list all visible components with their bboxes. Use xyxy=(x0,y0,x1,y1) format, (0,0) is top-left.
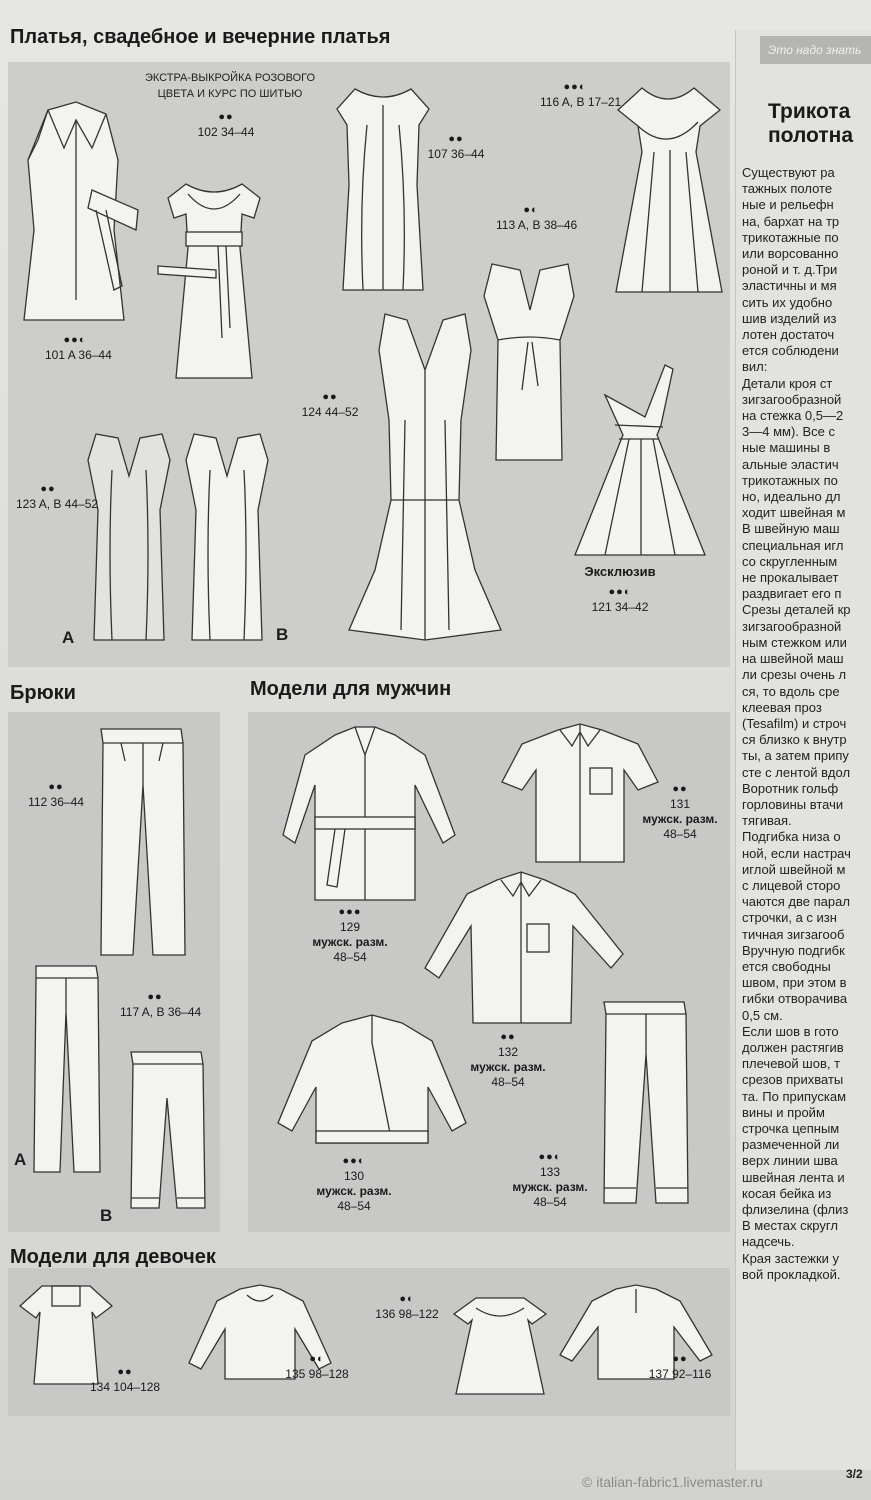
sidebar-text-line: раздвигает его п xyxy=(742,586,842,602)
dress-116-sketch xyxy=(612,82,727,297)
variant-b-117: B xyxy=(100,1206,113,1225)
sidebar-text-line: плечевой шов, т xyxy=(742,1056,841,1072)
sidebar-text-line: роной и т. д.Три xyxy=(742,262,838,278)
sidebar-text-line: тягивая. xyxy=(742,813,792,829)
model-112-label: ●● 112 36–44 xyxy=(28,781,84,809)
sidebar-text-line: трикотажные по xyxy=(742,229,839,245)
model-116-label: ●●◐ 116 A, B 17–21 xyxy=(540,81,622,109)
sidebar-text-line: должен растягив xyxy=(742,1039,844,1055)
sidebar-text-line: эластичны и мя xyxy=(742,278,837,294)
dresses-heading: Платья, свадебное и вечерние платья xyxy=(10,26,391,48)
model-124-label: ●● 124 44–52 xyxy=(301,391,359,419)
sidebar-article-text xyxy=(742,165,871,1435)
model-136-label: ●◐ 136 98–122 xyxy=(375,1293,439,1321)
sidebar-text-line: но, идеально дл xyxy=(742,489,841,505)
dress-107-sketch xyxy=(333,85,433,295)
sidebar-text-line: строчка цепным xyxy=(742,1120,840,1136)
sidebar-text-line: Вручную подгибк xyxy=(742,942,845,958)
sidebar-text-line: ходит швейная м xyxy=(742,505,846,521)
sidebar-text-line: швейная лента и xyxy=(742,1169,845,1185)
model-135-label: ●◐ 135 98–128 xyxy=(285,1353,349,1381)
sidebar-text-line: 0,5 см. xyxy=(742,1007,783,1023)
jacket-130-sketch xyxy=(272,1013,472,1148)
sidebar-text-line: В местах скругл xyxy=(742,1218,838,1234)
sidebar-text-line: швом, при этом в xyxy=(742,975,847,991)
trousers-117a-sketch xyxy=(30,962,105,1177)
sidebar-text-line: надсечь. xyxy=(742,1234,795,1250)
sidebar-text-line: не прокалывает xyxy=(742,570,839,586)
sidebar-text-line: на стежка 0,5—2 xyxy=(742,408,844,424)
dress-102-sketch xyxy=(156,178,271,383)
sidebar-text-line: на швейной маш xyxy=(742,651,844,667)
sidebar-text-line: ется соблюдени xyxy=(742,343,839,359)
sidebar-text-line: со скругленным xyxy=(742,553,838,569)
model-102-label: ●● 102 34–44 xyxy=(197,111,255,139)
sidebar-text-line: вой прокладкой. xyxy=(742,1266,841,1282)
model-132-label: ●● 132 мужск. разм. 48–54 xyxy=(470,1031,546,1089)
dress-121-sketch xyxy=(565,355,715,565)
sidebar-text-line: флизелина (флиз xyxy=(742,1202,849,1217)
sidebar-text-line: чаются две парал xyxy=(742,894,850,910)
trousers-133-sketch xyxy=(598,998,693,1208)
sidebar-text-line: Существуют ра xyxy=(742,165,835,180)
sidebar-text-line: зигзагообразной xyxy=(742,391,842,407)
dress-123b-sketch xyxy=(180,430,275,645)
sidebar-text-line: иглой швейной м xyxy=(742,861,846,877)
sidebar-text-line: срезов прихваты xyxy=(742,1072,844,1088)
sidebar-text-line: Срезы деталей кр xyxy=(742,602,851,618)
sidebar-text-line: Подгибка низа о xyxy=(742,829,841,845)
sidebar-text-line: трикотажных по xyxy=(742,472,838,488)
sidebar-text-line: В швейную маш xyxy=(742,521,840,537)
sidebar-text-line: ется свободны xyxy=(742,958,831,974)
trousers-117b-sketch xyxy=(125,1048,210,1223)
sidebar-text-line: ные и рельефн xyxy=(742,197,834,213)
model-137-label: ●● 137 92–116 xyxy=(648,1353,712,1381)
variant-b-123: B xyxy=(276,625,289,644)
model-131-label: ●● 131 мужск. разм. 48–54 xyxy=(642,783,718,841)
sidebar-text-line: Если шов в гото xyxy=(742,1023,839,1039)
sidebar-text-line: тичная зигзагооб xyxy=(742,926,845,942)
sidebar-text-line: вины и пройм xyxy=(742,1104,825,1120)
model-133-label: ●●◐ 133 мужск. разм. 48–54 xyxy=(512,1151,588,1209)
sidebar-text-line: 3—4 мм). Все с xyxy=(742,424,836,440)
sidebar-text-line: ся, то вдоль сре xyxy=(742,683,840,699)
sidebar-text-line: сить их удобно xyxy=(742,294,833,310)
sidebar-text-line: вил: xyxy=(742,359,768,375)
sidebar-text-line: строчки, а с изн xyxy=(742,910,837,926)
extra-pattern-note: ЭКСТРА-ВЫКРОЙКА РОЗОВОГО ЦВЕТА И КУРС ПО ШИТЬЮ xyxy=(144,72,316,100)
model-130-label: ●●◐ 130 мужск. разм. 48–54 xyxy=(316,1155,392,1213)
watermark: © italian-fabric1.livemaster.ru xyxy=(582,1474,763,1490)
sidebar-tab: Это надо знать xyxy=(760,36,871,64)
variant-a-117: A xyxy=(14,1150,27,1169)
variant-a-123: A xyxy=(62,628,75,647)
page-number: 3/2 xyxy=(846,1467,863,1481)
sidebar-text-line: или ворсованно xyxy=(742,246,839,262)
sidebar-text-line: косая бейка из xyxy=(742,1185,832,1201)
model-101-label: ●●◐ 101 A 36–44 xyxy=(45,334,112,362)
sidebar-text-line: ся близко к внутр xyxy=(742,732,847,748)
girls-heading: Модели для девочек xyxy=(10,1246,216,1268)
sidebar-text-line: ным стежком или xyxy=(742,634,847,650)
model-134-label: ●● 134 104–128 xyxy=(90,1366,161,1394)
sidebar-text-line: верх линии шва xyxy=(742,1153,838,1169)
trousers-heading: Брюки xyxy=(10,682,76,704)
model-129-label: ●●● 129 мужск. разм. 48–54 xyxy=(312,906,388,964)
sidebar-text-line: лотен достаточ xyxy=(742,327,835,343)
model-107-label: ●● 107 36–44 xyxy=(427,133,485,161)
model-123-label: ●● 123 A, B 44–52 xyxy=(16,483,99,511)
sidebar-text-line: с лицевой сторо xyxy=(742,877,841,893)
sidebar-text-line: шив изделий из xyxy=(742,310,837,326)
sidebar-text-line: гибки отворачива xyxy=(742,991,848,1007)
sidebar-text-line: альные эластич xyxy=(742,456,839,472)
sidebar-text-line: зигзагообразной xyxy=(742,618,842,634)
model-113-label: ●◐ 113 A, B 38–46 xyxy=(496,204,578,232)
dress-136-sketch xyxy=(448,1290,553,1400)
model-121-label: Эксклюзив ●●◐ 121 34–42 xyxy=(584,564,656,614)
sidebar-text-line: (Tesafilm) и строч xyxy=(742,715,847,731)
sidebar-text-line: сте с лентой вдол xyxy=(742,764,851,780)
dress-101-sketch xyxy=(18,100,138,330)
dress-124-sketch xyxy=(345,310,505,645)
trousers-112-sketch xyxy=(95,725,190,960)
sidebar-text-line: специальная игл xyxy=(742,537,844,553)
model-117-label: ●● 117 A, B 36–44 xyxy=(120,991,202,1019)
sidebar-text-line: тажных полоте xyxy=(742,181,833,197)
sidebar-text-line: ли срезы очень л xyxy=(742,667,847,683)
sidebar-text-line: ной, если настрач xyxy=(742,845,851,861)
sidebar-text-line: ты, а затем припу xyxy=(742,748,849,764)
sidebar-text-line: Края застежки у xyxy=(742,1250,840,1266)
sidebar-text-line: Детали кроя ст xyxy=(742,375,833,391)
sidebar-text-line: ные машины в xyxy=(742,440,831,456)
sidebar-text-line: размеченной ли xyxy=(742,1137,840,1153)
men-heading: Модели для мужчин xyxy=(250,678,452,700)
dress-123a-sketch xyxy=(82,430,177,645)
sidebar-text-line: горловины втачи xyxy=(742,796,844,812)
sidebar-text-line: на, бархат на тр xyxy=(742,213,840,229)
sidebar-text-line: Воротник гольф xyxy=(742,780,839,796)
sidebar-text-line: клеевая проз xyxy=(742,699,822,715)
sidebar-title: Трикота полотна xyxy=(768,100,854,147)
sidebar-text-line: та. По припускам xyxy=(742,1088,847,1104)
